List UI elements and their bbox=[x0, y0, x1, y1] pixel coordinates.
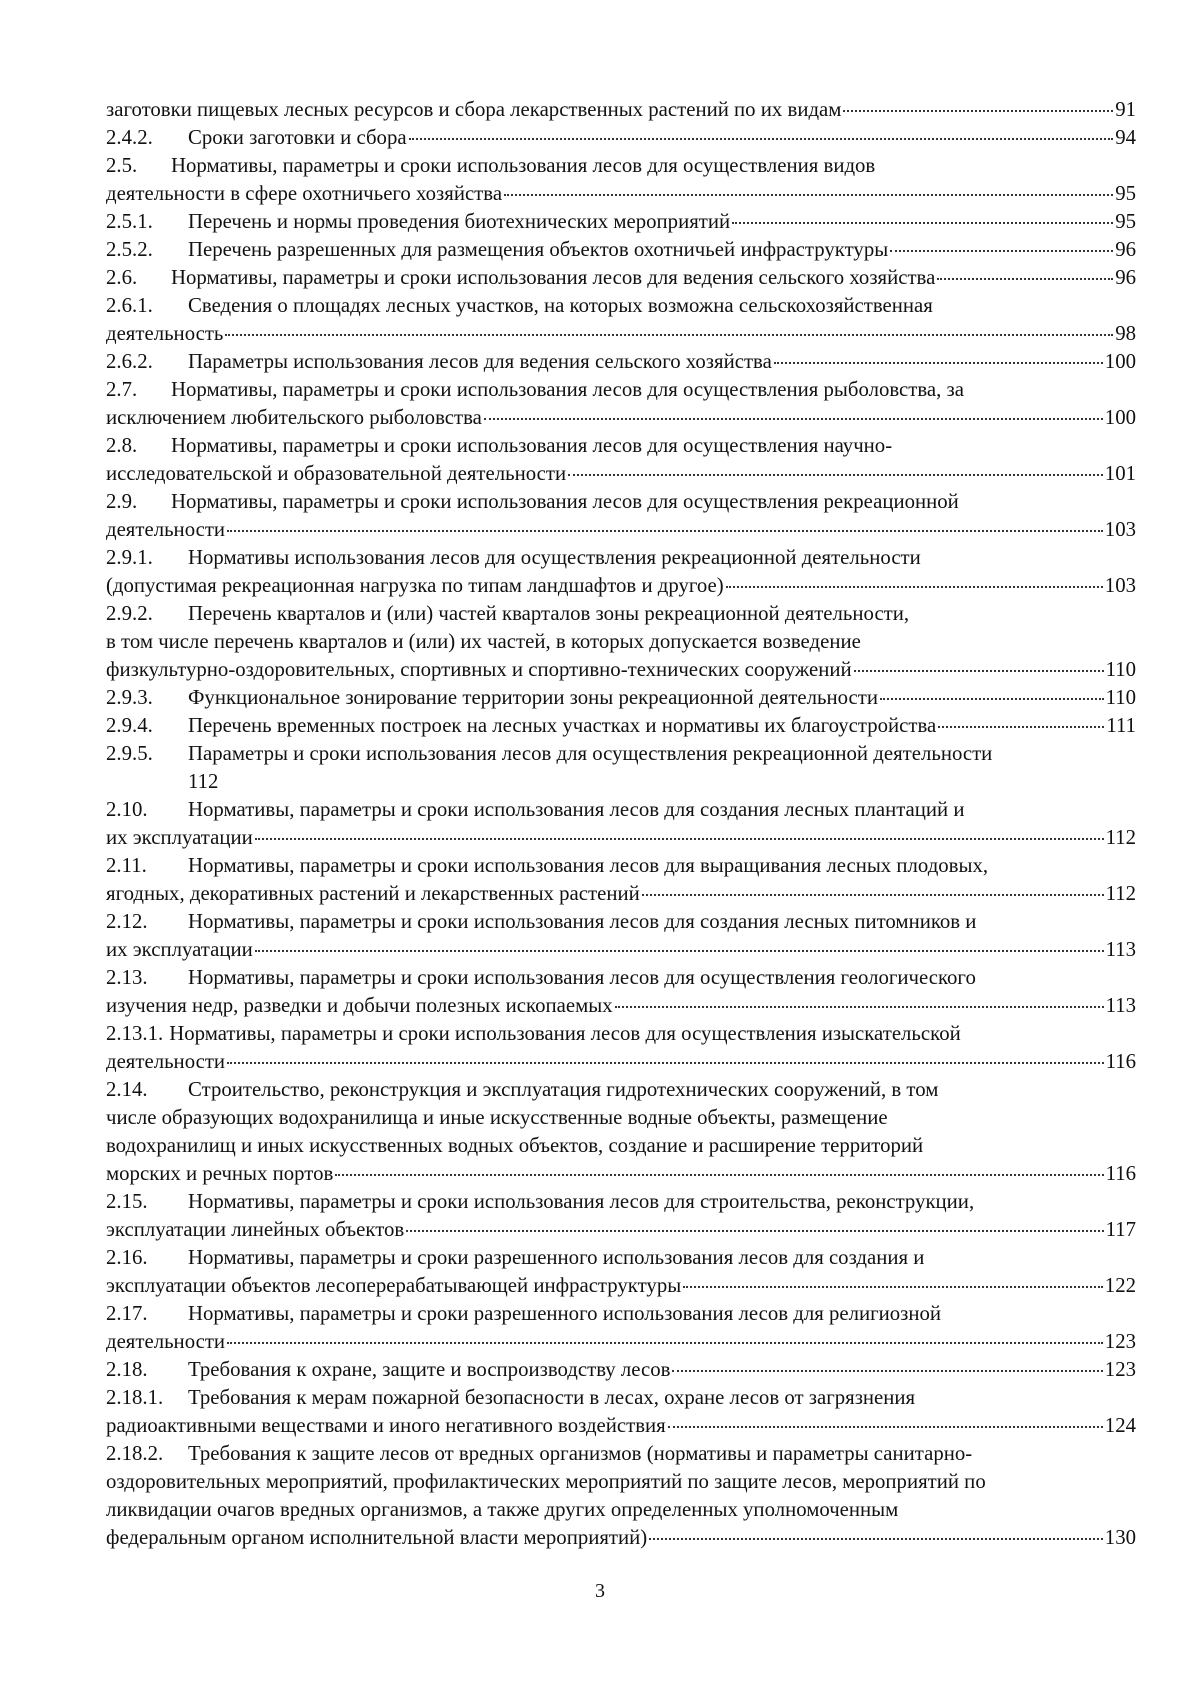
toc-entry[interactable] bbox=[106, 376, 1136, 432]
dot-leader bbox=[484, 418, 1103, 420]
toc-page-number: 96 bbox=[1115, 266, 1136, 289]
toc-title: Сроки заготовки и сбора bbox=[188, 126, 407, 149]
toc-title: числе образующих водохранилища и иные искусственные водные объекты, размещение bbox=[106, 1106, 888, 1129]
toc-title: Перечень и нормы проведения биотехнических мероприятий bbox=[188, 210, 731, 233]
toc-line bbox=[106, 544, 1136, 572]
toc-number: 2.9.5. bbox=[106, 742, 153, 765]
toc-title: заготовки пищевых лесных ресурсов и сбора лекарственных растений по их видам bbox=[106, 98, 842, 121]
toc-line bbox=[106, 1132, 1136, 1160]
toc-title: оздоровительных мероприятий, профилактических мероприятий по защите лесов, мероприятий по bbox=[106, 1470, 986, 1493]
toc-line bbox=[106, 880, 1136, 908]
dot-leader bbox=[774, 362, 1103, 364]
toc-line bbox=[106, 1020, 1136, 1048]
dot-leader bbox=[854, 670, 1104, 672]
toc-number: 2.11. bbox=[106, 854, 147, 877]
toc-number: 2.6. bbox=[106, 266, 138, 289]
toc-line bbox=[106, 1384, 1136, 1412]
toc-line bbox=[106, 1272, 1136, 1300]
toc-title: (допустимая рекреационная нагрузка по типам ландшафтов и другое) bbox=[106, 574, 724, 597]
toc-number: 2.18.2. bbox=[106, 1442, 164, 1465]
toc-line bbox=[106, 796, 1136, 824]
table-of-contents bbox=[106, 96, 1136, 1552]
toc-title: Нормативы использования лесов для осуществления рекреационной деятельности bbox=[188, 546, 921, 569]
toc-title: Нормативы, параметры и сроки использования лесов для осуществления рекреационной bbox=[171, 490, 959, 513]
toc-page-number: 112 bbox=[1105, 882, 1136, 905]
dot-leader bbox=[642, 894, 1104, 896]
toc-page-number: 110 bbox=[1105, 658, 1136, 681]
toc-line bbox=[106, 684, 1136, 712]
toc-entry[interactable] bbox=[106, 1020, 1136, 1076]
toc-number: 2.9.1. bbox=[106, 546, 153, 569]
toc-line bbox=[106, 124, 1136, 152]
toc-number: 2.5.1. bbox=[106, 210, 153, 233]
toc-title: морских и речных портов bbox=[106, 1162, 334, 1185]
toc-number: 2.10. bbox=[106, 798, 148, 821]
toc-title: Требования к мерам пожарной безопасности в лесах, охране лесов от загрязнения bbox=[188, 1386, 916, 1409]
toc-title: деятельности bbox=[106, 1330, 226, 1353]
toc-title: Перечень разрешенных для размещения объектов охотничьей инфраструктуры bbox=[188, 238, 889, 261]
toc-title: 112 bbox=[188, 770, 219, 793]
dot-leader bbox=[938, 726, 1104, 728]
toc-line bbox=[106, 516, 1136, 544]
toc-line bbox=[106, 1188, 1136, 1216]
toc-entry[interactable] bbox=[106, 600, 1136, 684]
toc-entry[interactable] bbox=[106, 488, 1136, 544]
dot-leader bbox=[227, 1342, 1103, 1344]
toc-line bbox=[106, 488, 1136, 516]
dot-leader bbox=[843, 110, 1113, 112]
toc-title: Функциональное зонирование территории зоны рекреационной деятельности bbox=[188, 686, 879, 709]
toc-entry[interactable] bbox=[106, 684, 1136, 712]
toc-line bbox=[106, 236, 1136, 264]
toc-number: 2.9.3. bbox=[106, 686, 153, 709]
dot-leader bbox=[726, 586, 1103, 588]
toc-number: 2.4.2. bbox=[106, 126, 153, 149]
toc-line bbox=[106, 1412, 1136, 1440]
toc-title: Нормативы, параметры и сроки использования лесов для осуществления изыскательской bbox=[169, 1022, 961, 1045]
toc-page-number: 95 bbox=[1115, 182, 1136, 205]
toc-line bbox=[106, 404, 1136, 432]
toc-title: Нормативы, параметры и сроки разрешенного использования лесов для религиозной bbox=[188, 1302, 942, 1325]
toc-number: 2.16. bbox=[106, 1246, 148, 1269]
toc-title: эксплуатации объектов лесоперерабатывающей инфраструктуры bbox=[106, 1274, 682, 1297]
dot-leader bbox=[649, 1538, 1103, 1540]
toc-page-number: 95 bbox=[1115, 210, 1136, 233]
toc-page-number: 101 bbox=[1104, 462, 1136, 485]
toc-page-number: 116 bbox=[1105, 1050, 1136, 1073]
toc-title: в том числе перечень кварталов и (или) их частей, в которых допускается возведение bbox=[106, 630, 861, 653]
toc-number: 2.18. bbox=[106, 1358, 148, 1381]
toc-title: Требования к охране, защите и воспроизводству лесов bbox=[188, 1358, 671, 1381]
toc-number: 2.5.2. bbox=[106, 238, 153, 261]
toc-entry[interactable] bbox=[106, 1384, 1136, 1440]
toc-page-number: 91 bbox=[1115, 98, 1136, 121]
toc-number: 2.9. bbox=[106, 490, 138, 513]
toc-number: 2.17. bbox=[106, 1302, 148, 1325]
toc-page-number: 113 bbox=[1105, 938, 1136, 961]
toc-entry[interactable] bbox=[106, 740, 1136, 796]
toc-title: Параметры и сроки использования лесов для осуществления рекреационной деятельности bbox=[188, 742, 993, 765]
dot-leader bbox=[255, 838, 1104, 840]
toc-line bbox=[106, 1160, 1136, 1188]
toc-line bbox=[106, 348, 1136, 376]
dot-leader bbox=[406, 1230, 1103, 1232]
toc-title: изучения недр, разведки и добычи полезных ископаемых bbox=[106, 994, 613, 1017]
toc-title: Нормативы, параметры и сроки разрешенного использования лесов для создания и bbox=[188, 1246, 925, 1269]
toc-title: их эксплуатации bbox=[106, 826, 253, 849]
toc-line bbox=[106, 712, 1136, 740]
toc-title: ликвидации очагов вредных организмов, а также других определенных уполномоченным bbox=[106, 1498, 899, 1521]
toc-page-number: 110 bbox=[1105, 686, 1136, 709]
toc-entry[interactable] bbox=[106, 1188, 1136, 1244]
toc-title: федеральным органом исполнительной власти мероприятий) bbox=[106, 1526, 648, 1549]
dot-leader bbox=[504, 194, 1113, 196]
toc-line bbox=[106, 152, 1136, 180]
toc-line bbox=[106, 656, 1136, 684]
toc-title: Нормативы, параметры и сроки использования лесов для осуществления геологического bbox=[188, 966, 976, 989]
toc-page-number: 103 bbox=[1104, 518, 1136, 541]
toc-entry[interactable] bbox=[106, 236, 1136, 264]
toc-line bbox=[106, 964, 1136, 992]
dot-leader bbox=[225, 334, 1113, 336]
toc-line bbox=[106, 1244, 1136, 1272]
toc-page-number: 123 bbox=[1104, 1358, 1136, 1381]
dot-leader bbox=[568, 474, 1103, 476]
dot-leader bbox=[668, 1426, 1103, 1428]
toc-page-number: 113 bbox=[1105, 994, 1136, 1017]
toc-title: Перечень кварталов и (или) частей кварталов зоны рекреационной деятельности, bbox=[188, 602, 910, 625]
dot-leader bbox=[409, 138, 1114, 140]
toc-line bbox=[106, 600, 1136, 628]
toc-line bbox=[106, 1524, 1136, 1552]
dot-leader bbox=[672, 1370, 1102, 1372]
toc-title: деятельности в сфере охотничьего хозяйства bbox=[106, 182, 503, 205]
toc-line bbox=[106, 1496, 1136, 1524]
toc-line bbox=[106, 852, 1136, 880]
toc-title: Нормативы, параметры и сроки использования лесов для осуществления видов bbox=[171, 154, 876, 177]
toc-number: 2.18.1. bbox=[106, 1386, 164, 1409]
toc-entry[interactable] bbox=[106, 908, 1136, 964]
toc-line bbox=[106, 96, 1136, 124]
toc-line bbox=[106, 628, 1136, 656]
toc-entry[interactable] bbox=[106, 964, 1136, 1020]
toc-title: Нормативы, параметры и сроки использования лесов для строительства, реконструкции, bbox=[188, 1190, 975, 1213]
toc-line bbox=[106, 740, 1136, 768]
toc-page-number: 100 bbox=[1104, 350, 1136, 373]
dot-leader bbox=[880, 698, 1104, 700]
toc-entry[interactable] bbox=[106, 796, 1136, 852]
toc-line bbox=[106, 1468, 1136, 1496]
toc-title: радиоактивными веществами и иного негативного воздействия bbox=[106, 1414, 666, 1437]
toc-page-number: 116 bbox=[1105, 1162, 1136, 1185]
toc-line bbox=[106, 264, 1136, 292]
toc-title: деятельности bbox=[106, 518, 226, 541]
toc-title: Параметры использования лесов для ведения сельского хозяйства bbox=[188, 350, 772, 373]
toc-line bbox=[106, 936, 1136, 964]
toc-title: Перечень временных построек на лесных участках и нормативы их благоустройства bbox=[188, 714, 937, 737]
toc-entry[interactable] bbox=[106, 124, 1136, 152]
dot-leader bbox=[335, 1174, 1103, 1176]
toc-number: 2.8. bbox=[106, 434, 138, 457]
toc-line bbox=[106, 1076, 1136, 1104]
toc-line bbox=[106, 460, 1136, 488]
dot-leader bbox=[227, 530, 1103, 532]
toc-title: Нормативы, параметры и сроки использования лесов для осуществления рыболовства, за bbox=[171, 378, 964, 401]
toc-entry[interactable] bbox=[106, 152, 1136, 208]
toc-page-number: 124 bbox=[1104, 1414, 1136, 1437]
toc-title: физкультурно-оздоровительных, спортивных и спортивно-технических сооружений bbox=[106, 658, 852, 681]
page-number: 3 bbox=[595, 1580, 605, 1602]
toc-line bbox=[106, 1440, 1136, 1468]
toc-page-number: 98 bbox=[1115, 322, 1136, 345]
toc-number: 2.9.4. bbox=[106, 714, 153, 737]
toc-entry[interactable] bbox=[106, 1356, 1136, 1384]
toc-entry[interactable] bbox=[106, 1244, 1136, 1300]
toc-entry[interactable] bbox=[106, 1440, 1136, 1552]
toc-title: Нормативы, параметры и сроки использования лесов для создания лесных плантаций и bbox=[188, 798, 965, 821]
toc-title: Нормативы, параметры и сроки использования лесов для создания лесных питомников и bbox=[188, 910, 977, 933]
toc-line bbox=[106, 1356, 1136, 1384]
toc-line bbox=[106, 292, 1136, 320]
toc-number: 2.14. bbox=[106, 1078, 148, 1101]
toc-title: водохранилищ и иных искусственных водных объектов, создание и расширение территорий bbox=[106, 1134, 924, 1157]
toc-line bbox=[106, 180, 1136, 208]
toc-line bbox=[106, 208, 1136, 236]
toc-entry[interactable] bbox=[106, 208, 1136, 236]
toc-title: Сведения о площадях лесных участков, на которых возможна сельскохозяйственная bbox=[188, 294, 933, 317]
toc-page-number: 117 bbox=[1105, 1218, 1136, 1241]
toc-page-number: 130 bbox=[1104, 1526, 1136, 1549]
toc-title: Требования к защите лесов от вредных организмов (нормативы и параметры санитарно- bbox=[188, 1442, 973, 1465]
toc-page-number: 103 bbox=[1104, 574, 1136, 597]
toc-number: 2.13. bbox=[106, 966, 148, 989]
toc-line bbox=[106, 376, 1136, 404]
toc-page-number: 112 bbox=[1105, 826, 1136, 849]
dot-leader bbox=[890, 250, 1113, 252]
toc-line bbox=[106, 768, 1136, 796]
dot-leader bbox=[937, 278, 1113, 280]
toc-page-number: 122 bbox=[1104, 1274, 1136, 1297]
toc-title: исследовательской и образовательной деятельности bbox=[106, 462, 567, 485]
toc-number: 2.7. bbox=[106, 378, 138, 401]
toc-number: 2.12. bbox=[106, 910, 148, 933]
toc-line bbox=[106, 1216, 1136, 1244]
toc-title: ягодных, декоративных растений и лекарственных растений bbox=[106, 882, 640, 905]
toc-line bbox=[106, 992, 1136, 1020]
toc-title: деятельность bbox=[106, 322, 224, 345]
toc-page-number: 123 bbox=[1104, 1330, 1136, 1353]
toc-title: Нормативы, параметры и сроки использования лесов для осуществления научно- bbox=[171, 434, 893, 457]
toc-line bbox=[106, 1328, 1136, 1356]
toc-number: 2.15. bbox=[106, 1190, 148, 1213]
toc-title: их эксплуатации bbox=[106, 938, 253, 961]
toc-page-number: 111 bbox=[1106, 714, 1136, 737]
toc-entry[interactable] bbox=[106, 544, 1136, 600]
dot-leader bbox=[227, 1062, 1104, 1064]
toc-title: исключением любительского рыболовства bbox=[106, 406, 482, 429]
toc-number: 2.5. bbox=[106, 154, 138, 177]
toc-title: Строительство, реконструкция и эксплуатация гидротехнических сооружений, в том bbox=[188, 1078, 939, 1101]
toc-line bbox=[106, 320, 1136, 348]
dot-leader bbox=[732, 222, 1113, 224]
toc-entry[interactable] bbox=[106, 292, 1136, 348]
toc-number: 2.13.1. bbox=[106, 1022, 164, 1045]
toc-title: деятельности bbox=[106, 1050, 226, 1073]
toc-line bbox=[106, 824, 1136, 852]
toc-line bbox=[106, 908, 1136, 936]
toc-number: 2.6.2. bbox=[106, 350, 153, 373]
toc-entry[interactable] bbox=[106, 264, 1136, 292]
toc-title: эксплуатации линейных объектов bbox=[106, 1218, 405, 1241]
toc-line bbox=[106, 432, 1136, 460]
toc-title: Нормативы, параметры и сроки использования лесов для ведения сельского хозяйства bbox=[171, 266, 936, 289]
toc-entry[interactable] bbox=[106, 96, 1136, 124]
toc-number: 2.6.1. bbox=[106, 294, 153, 317]
toc-line bbox=[106, 1104, 1136, 1132]
toc-line bbox=[106, 572, 1136, 600]
toc-page-number: 94 bbox=[1115, 126, 1136, 149]
dot-leader bbox=[615, 1006, 1104, 1008]
toc-entry[interactable] bbox=[106, 348, 1136, 376]
toc-number: 2.9.2. bbox=[106, 602, 153, 625]
toc-page-number: 96 bbox=[1115, 238, 1136, 261]
dot-leader bbox=[683, 1286, 1103, 1288]
toc-entry[interactable] bbox=[106, 432, 1136, 488]
dot-leader bbox=[255, 950, 1104, 952]
toc-page-number: 100 bbox=[1104, 406, 1136, 429]
toc-entry[interactable] bbox=[106, 712, 1136, 740]
toc-title: Нормативы, параметры и сроки использования лесов для выращивания лесных плодовых, bbox=[188, 854, 989, 877]
toc-line bbox=[106, 1300, 1136, 1328]
toc-entry[interactable] bbox=[106, 852, 1136, 908]
toc-entry[interactable] bbox=[106, 1076, 1136, 1188]
toc-entry[interactable] bbox=[106, 1300, 1136, 1356]
toc-line bbox=[106, 1048, 1136, 1076]
